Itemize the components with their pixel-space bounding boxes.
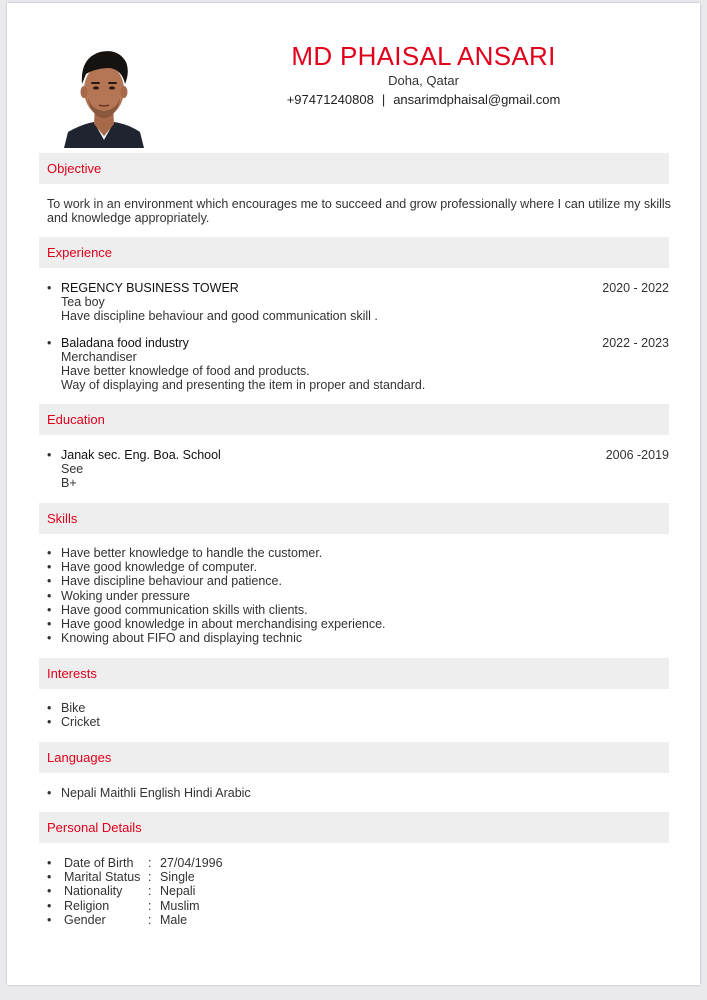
skill-item: • Have discipline behaviour and patience. (47, 574, 386, 588)
section-interests (39, 658, 669, 689)
personal-colon: : (148, 884, 152, 899)
skill-item: • Knowing about FIFO and displaying technic (47, 631, 386, 645)
personal-value: Nepali (160, 884, 196, 899)
education-school: Janak sec. Eng. Boa. School (61, 448, 221, 462)
section-skills (39, 503, 669, 534)
personal-value: Single (160, 870, 195, 885)
experience-line: Way of displaying and presenting the item in proper and standard. (61, 378, 426, 392)
personal-value: 27/04/1996 (160, 856, 223, 870)
bullet: • (47, 281, 52, 295)
interest-item: • Cricket (47, 715, 100, 729)
email-address: ansarimdphaisal@gmail.com (393, 92, 561, 107)
bullet: • (47, 336, 52, 350)
section-title: Education (47, 412, 105, 427)
skills-list (47, 546, 386, 645)
experience-entry (47, 281, 669, 323)
section-title: Objective (47, 161, 102, 176)
objective-text: To work in an environment which encourages me to succeed and grow professionally where I can utilize my skills and knowledge appropriately. (47, 197, 671, 225)
section-objective (39, 153, 669, 184)
personal-value: Muslim (160, 898, 200, 913)
education-line: B+ (61, 476, 77, 490)
section-education (39, 404, 669, 435)
section-title: Experience (47, 245, 113, 260)
bullet: • (47, 448, 52, 462)
personal-value: Male (160, 912, 188, 927)
experience-line: Merchandiser (61, 350, 137, 364)
personal-label: Nationality (64, 884, 123, 899)
languages-list (47, 786, 251, 800)
personal-row-marital-status (47, 870, 671, 884)
candidate-location: Doha, Qatar (388, 73, 459, 88)
contact-separator: | (381, 92, 386, 107)
education-line: See (61, 462, 84, 476)
contact-line (147, 92, 700, 108)
skill-item: • Have good knowledge of computer. (47, 560, 386, 574)
profile-photo (64, 40, 144, 148)
personal-label: Marital Status (64, 870, 141, 885)
experience-entry (47, 336, 669, 392)
language-item: • Nepali Maithli English Hindi Arabic (47, 786, 251, 800)
experience-dates: 2022 - 2023 (602, 336, 669, 350)
section-title: Personal Details (47, 820, 142, 835)
personal-colon: : (148, 856, 152, 870)
section-personal-details (39, 812, 669, 843)
personal-label: Religion (64, 898, 110, 913)
experience-line: Have better knowledge of food and products. (61, 364, 310, 378)
personal-row-dob (47, 856, 671, 870)
candidate-name: MD PHAISAL ANSARI (291, 41, 556, 71)
section-title: Languages (47, 750, 112, 765)
interest-item: • Bike (47, 701, 100, 715)
personal-row-gender (47, 913, 671, 927)
section-title: Interests (47, 666, 97, 681)
personal-details-list (47, 856, 671, 927)
interests-list (47, 701, 100, 729)
education-dates: 2006 -2019 (605, 448, 669, 462)
personal-label: Date of Birth (64, 856, 134, 870)
skill-item: • Have good communication skills with clients. (47, 603, 386, 617)
experience-line: Tea boy (61, 295, 105, 309)
personal-colon: : (148, 912, 152, 927)
section-experience (39, 237, 669, 268)
experience-company: Baladana food industry (61, 336, 189, 350)
section-languages (39, 742, 669, 773)
experience-line: Have discipline behaviour and good communication skill . (61, 309, 378, 323)
skill-item: • Have better knowledge to handle the customer. (47, 546, 386, 560)
personal-row-religion (47, 899, 671, 913)
personal-colon: : (148, 870, 152, 885)
experience-company: REGENCY BUSINESS TOWER (61, 281, 239, 295)
personal-colon: : (148, 898, 152, 913)
resume-header (147, 41, 700, 108)
resume-page (7, 3, 700, 985)
phone-number: +97471240808 (286, 92, 374, 107)
experience-dates: 2020 - 2022 (602, 281, 669, 295)
section-title: Skills (47, 511, 78, 526)
personal-row-nationality (47, 884, 671, 898)
education-entry (47, 448, 669, 490)
skill-item: • Have good knowledge in about merchandising experience. (47, 617, 386, 631)
personal-label: Gender (64, 912, 106, 927)
skill-item: • Woking under pressure (47, 589, 386, 603)
